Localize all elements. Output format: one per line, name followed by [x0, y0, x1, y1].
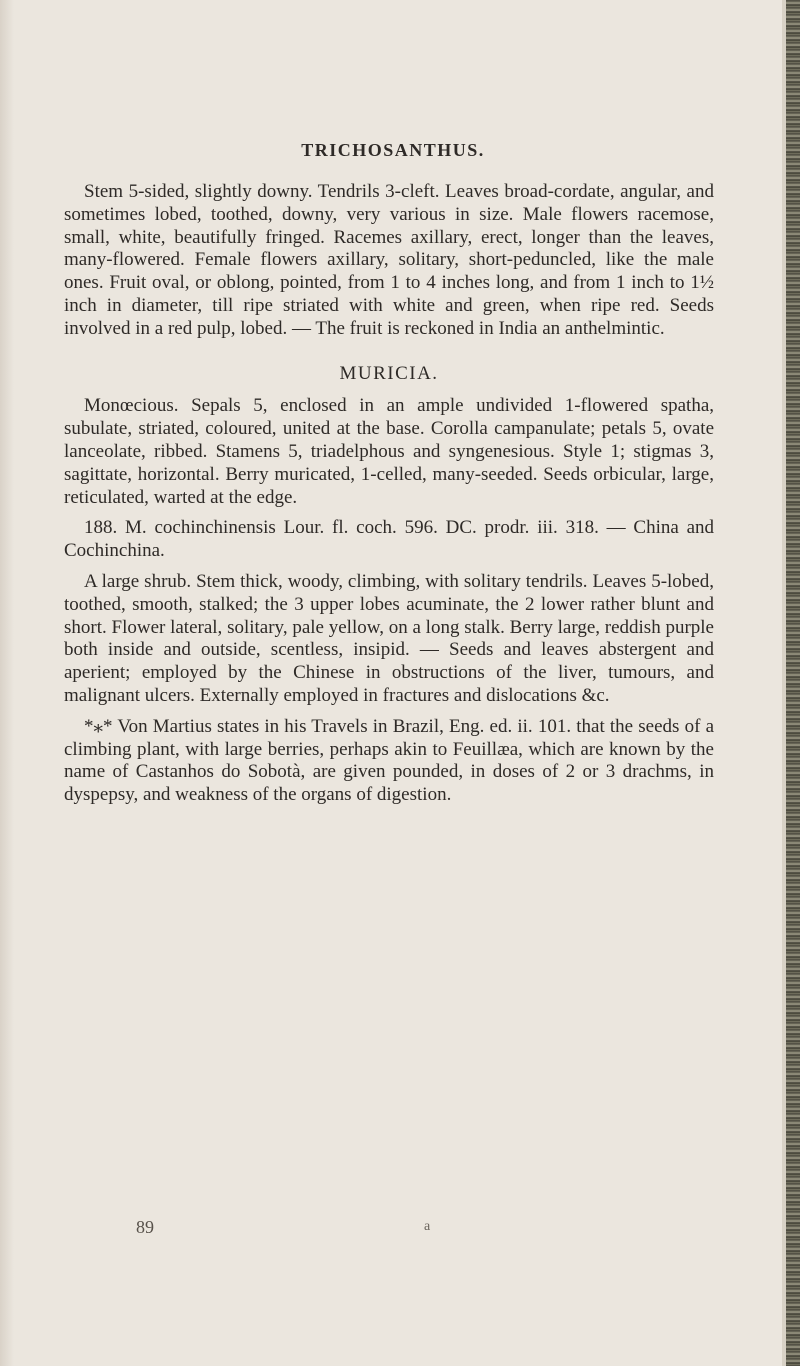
- paragraph-muricia-description: Monœcious. Sepals 5, enclosed in an ample undivided 1-flowered spatha, subulate, striated, coloured, united at the base. Corolla campanulate; petals 5, ovate lanceolate, ribbed. Stamens 5, triadelphous and syngenesious. Style 1; stigmas 3, sagittate, horizontal. Berry muricated, 1-celled, many-seeded. Seeds orbicular, large, reticulated, warted at the edge.: [64, 395, 714, 508]
- body-text: [64, 181, 714, 815]
- page-number: 89: [136, 1217, 154, 1237]
- paragraph-species-entry: 188. M. cochinchinensis Lour. fl. coch. 596. DC. prodr. iii. 318. — China and Cochinchina.: [64, 517, 714, 562]
- paragraph-note: *⁎* Von Martius states in his Travels in Brazil, Eng. ed. ii. 101. that the seeds of a climbing plant, with large berries, perhaps akin to Feuillæa, which are known by the name of Castanhos do Sobotà, are given pounded, in doses of 2 or 3 drachms, in dyspepsy, and weakness of the organs of digestion.: [64, 715, 714, 806]
- book-edge: [786, 0, 800, 1366]
- paragraph-species-description: A large shrub. Stem thick, woody, climbing, with solitary tendrils. Leaves 5-lobed, toothed, smooth, stalked; the 3 upper lobes acuminate, the 2 lower rather blunt and short. Flower lateral, solitary, pale yellow, on a long stalk. Berry large, reddish purple both inside and outside, scentless, insipid. — Seeds and leaves abstergent and aperient; employed by the Chinese in obstructions of the liver, tumours, and malignant ulcers. Externally employed in fractures and dislocations &c.: [64, 570, 714, 706]
- paragraph-trichosanthus-description: Stem 5-sided, slightly downy. Tendrils 3-cleft. Leaves broad-cordate, angular, and sometimes lobed, toothed, downy, very various in size. Male flowers racemose, small, white, beautifully fringed. Racemes axillary, erect, longer than the leaves, many-flowered. Female flowers axillary, solitary, short-peduncled, like the male ones. Fruit oval, or oblong, pointed, from 1 to 4 inches long, and from 1 inch to 1½ inch in diameter, till ripe striated with white and green, when ripe red. Seeds involved in a red pulp, lobed. — The fruit is reckoned in India an anthelmintic.: [64, 181, 714, 339]
- section-heading: MURICIA.: [339, 362, 439, 384]
- signature-mark: a: [424, 1219, 431, 1234]
- running-head: TRICHOSANTHUS.: [301, 140, 485, 160]
- gutter-shadow: [0, 0, 14, 1366]
